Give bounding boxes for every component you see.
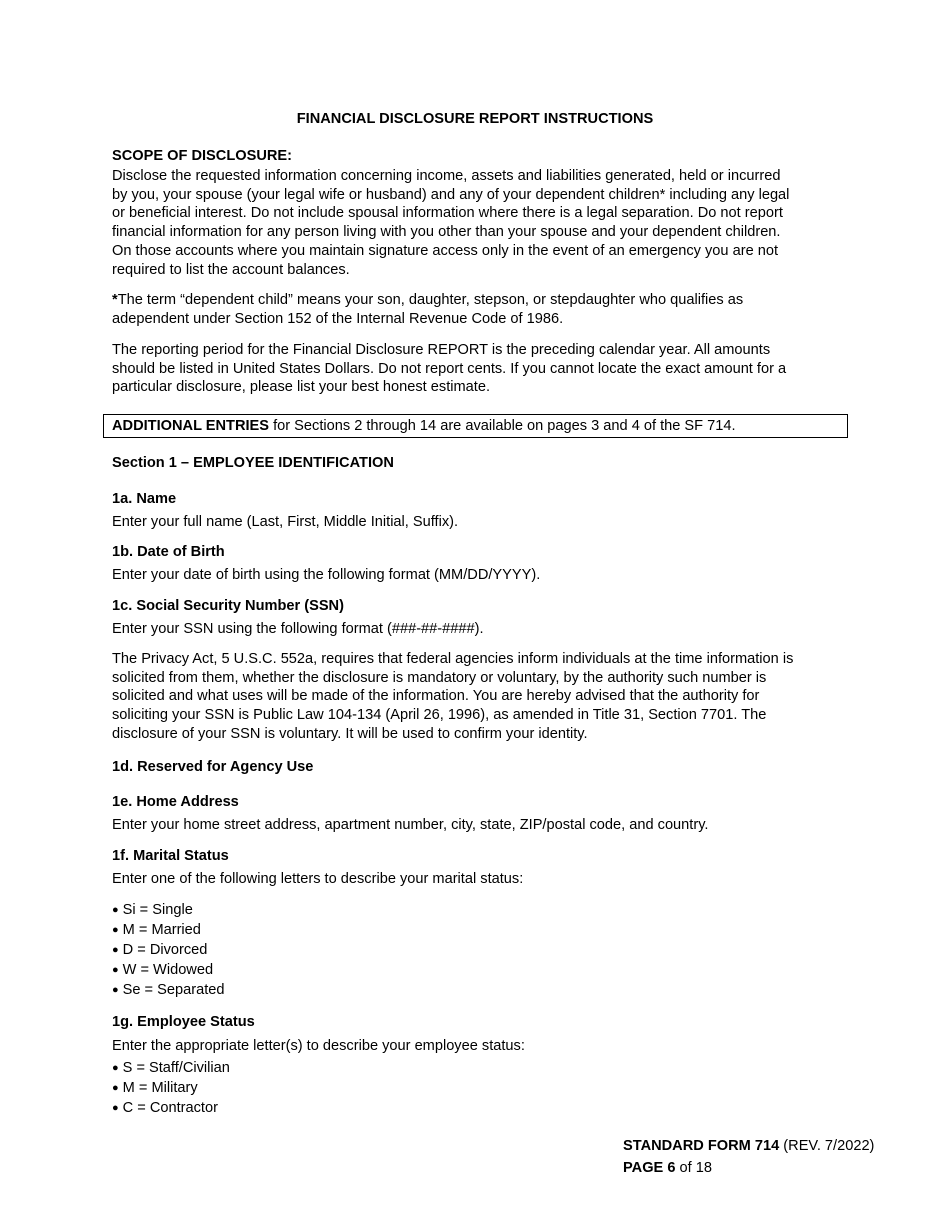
item-1g-heading: 1g. Employee Status xyxy=(112,1014,255,1030)
scope-line: financial information for any person living with you other than your spouse and your dependent children. xyxy=(112,224,781,241)
dependent-note-line: adependent under Section 152 of the Internal Revenue Code of 1986. xyxy=(112,310,564,327)
footnote-star: * xyxy=(112,292,118,308)
marital-status-list xyxy=(112,901,852,1001)
page-number-label: PAGE 6 xyxy=(623,1160,676,1176)
item-1g-text: Enter the appropriate letter(s) to describe your employee status: xyxy=(112,1038,525,1054)
item-1b-heading: 1b. Date of Birth xyxy=(112,544,225,560)
bullet-icon: ● xyxy=(112,1102,119,1114)
item-1f-text: Enter one of the following letters to describe your marital status: xyxy=(112,871,524,887)
list-item: ● M = Married xyxy=(112,922,201,938)
dependent-note xyxy=(112,291,852,328)
scope-line: required to list the account balances. xyxy=(112,261,350,278)
form-number xyxy=(623,1135,874,1157)
bullet-icon: ● xyxy=(112,924,119,936)
scope-line: by you, your spouse (your legal wife or husband) and any of your dependent children* including any legal xyxy=(112,186,790,203)
employee-status-list xyxy=(112,1059,852,1119)
additional-entries-box xyxy=(103,414,848,438)
item-1f-heading: 1f. Marital Status xyxy=(112,848,229,864)
section1-heading: Section 1 – EMPLOYEE IDENTIFICATION xyxy=(112,455,394,471)
item-1c-heading: 1c. Social Security Number (SSN) xyxy=(112,598,344,614)
page-number xyxy=(623,1157,712,1179)
additional-entries-label: ADDITIONAL ENTRIES xyxy=(112,418,270,434)
list-item: ● M = Military xyxy=(112,1080,198,1096)
scope-line: or beneficial interest. Do not include spousal information where there is a legal separation. Do not report xyxy=(112,205,783,222)
reporting-line: should be listed in United States Dollars. Do not report cents. If you cannot locate the exact amount for a xyxy=(112,360,787,377)
item-1d-heading: 1d. Reserved for Agency Use xyxy=(112,759,314,775)
privacy-act-paragraph xyxy=(112,650,852,744)
list-item: ● S = Staff/Civilian xyxy=(112,1060,230,1076)
item-1a-text: Enter your full name (Last, First, Middle Initial, Suffix). xyxy=(112,514,459,530)
privacy-line: solicited and what uses will be made of the information. You are hereby advised that the authority for xyxy=(112,688,760,705)
list-item: ● Se = Separated xyxy=(112,982,225,998)
bullet-icon: ● xyxy=(112,964,119,976)
reporting-line: particular disclosure, please list your best honest estimate. xyxy=(112,379,490,396)
reporting-line: The reporting period for the Financial Disclosure REPORT is the preceding calendar year. All amounts xyxy=(112,342,771,358)
list-item: ● W = Widowed xyxy=(112,962,214,978)
item-1c-text: Enter your SSN using the following format (###-##-####). xyxy=(112,621,484,637)
scope-line: On those accounts where you maintain signature access only in the event of an emergency you are not xyxy=(112,242,779,259)
reporting-period-paragraph xyxy=(112,341,852,397)
item-1e-text: Enter your home street address, apartment number, city, state, ZIP/postal code, and country. xyxy=(112,817,709,833)
item-1e-heading: 1e. Home Address xyxy=(112,794,239,810)
list-item: ● Si = Single xyxy=(112,902,193,918)
scope-paragraph xyxy=(112,167,852,279)
page-total: of 18 xyxy=(675,1160,712,1176)
page-title: FINANCIAL DISCLOSURE REPORT INSTRUCTIONS xyxy=(296,111,654,127)
item-1a-heading: 1a. Name xyxy=(112,491,177,507)
form-number-label: STANDARD FORM 714 xyxy=(623,1138,780,1154)
privacy-line: solicited from them, whether the disclosure is mandatory or voluntary, by the authority such number is xyxy=(112,669,767,686)
scope-heading: SCOPE OF DISCLOSURE: xyxy=(112,148,293,164)
privacy-line: The Privacy Act, 5 U.S.C. 552a, requires that federal agencies inform individuals at the time information is xyxy=(112,651,794,667)
bullet-icon: ● xyxy=(112,944,119,956)
bullet-icon: ● xyxy=(112,1062,119,1074)
list-item: ● D = Divorced xyxy=(112,942,208,958)
dependent-note-line: *The term “dependent child” means your son, daughter, stepson, or stepdaughter who qualifies as xyxy=(112,292,744,308)
form-revision: (REV. 7/2022) xyxy=(779,1138,875,1154)
bullet-icon: ● xyxy=(112,984,119,996)
bullet-icon: ● xyxy=(112,904,119,916)
scope-line: Disclose the requested information concerning income, assets and liabilities generated, held or incurred xyxy=(112,168,781,184)
list-item: ● C = Contractor xyxy=(112,1100,218,1116)
item-1b-text: Enter your date of birth using the following format (MM/DD/YYYY). xyxy=(112,567,541,583)
bullet-icon: ● xyxy=(112,1082,119,1094)
privacy-line: disclosure of your SSN is voluntary. It will be used to confirm your identity. xyxy=(112,725,588,742)
additional-entries-text: ADDITIONAL ENTRIES for Sections 2 through 14 are available on pages 3 and 4 of the SF 714. xyxy=(112,418,736,434)
privacy-line: soliciting your SSN is Public Law 104-134 (April 26, 1996), as amended in Title 31, Section 7701. The xyxy=(112,707,767,724)
